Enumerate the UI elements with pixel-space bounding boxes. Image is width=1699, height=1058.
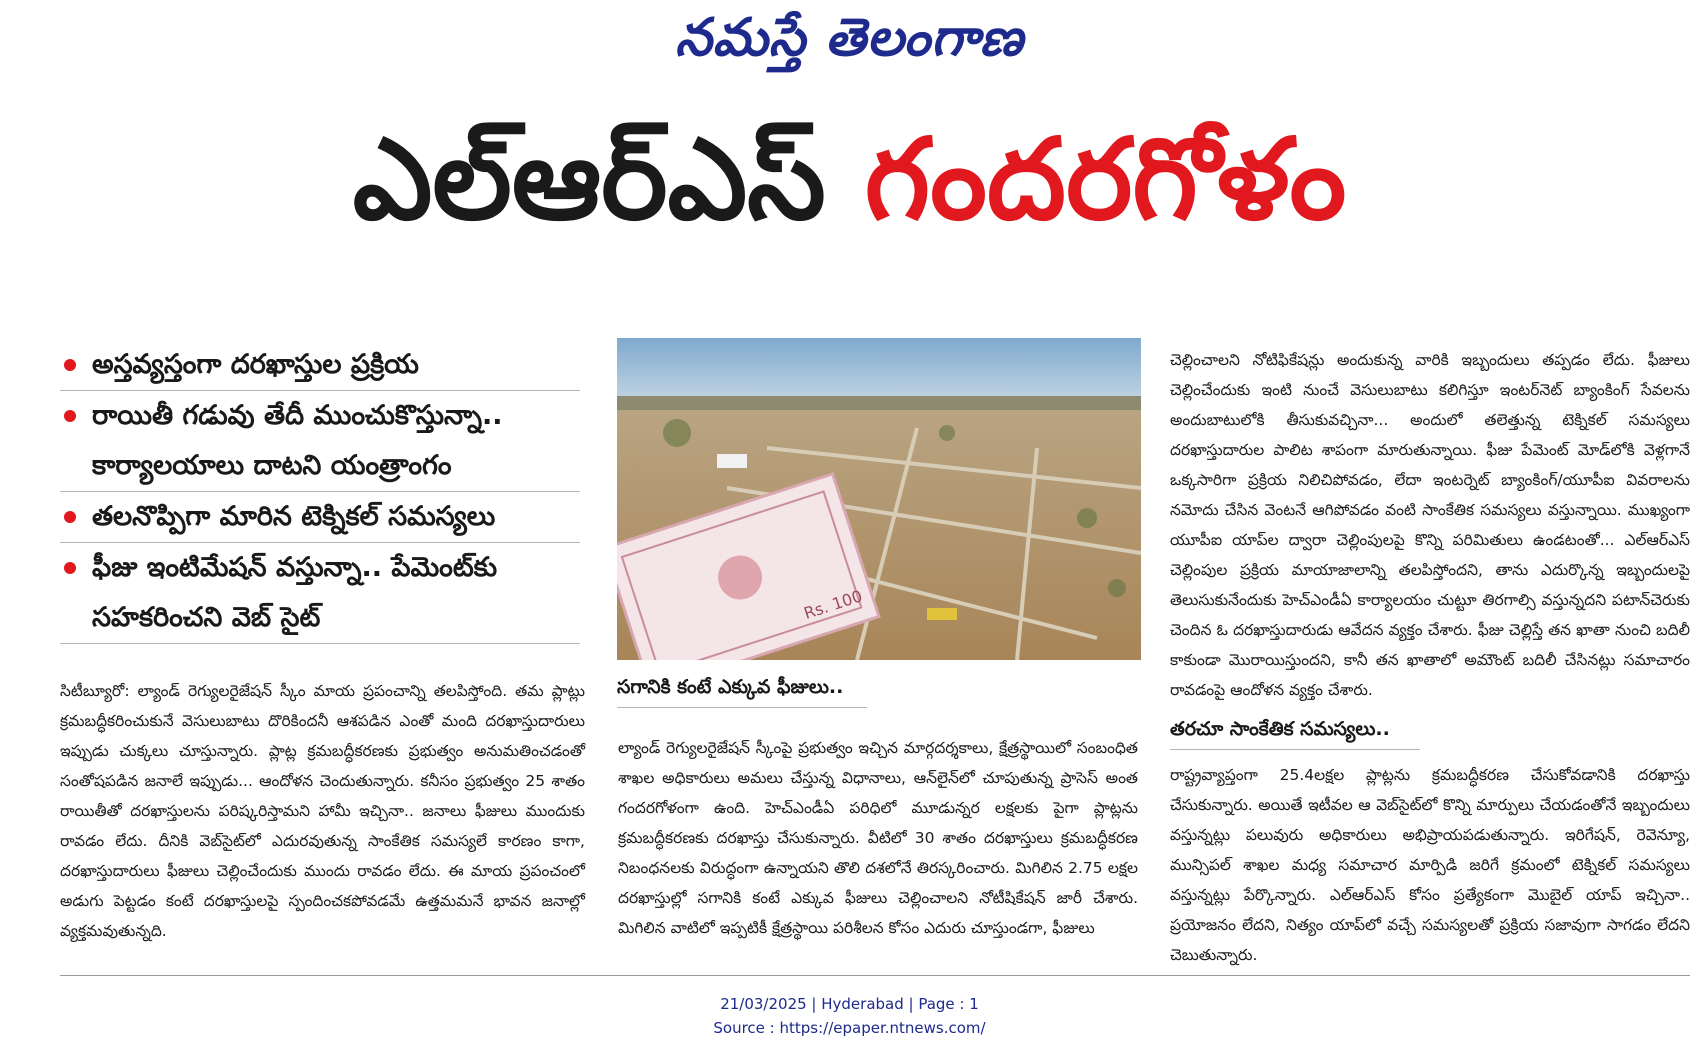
bullet-dot-icon xyxy=(64,562,76,574)
headline-part-red: గందరగోళం xyxy=(864,115,1347,245)
footer-date-line: 21/03/2025 | Hyderabad | Page : 1 xyxy=(720,995,979,1013)
headline xyxy=(0,110,1699,250)
footer-source-link[interactable]: Source : https://epaper.ntnews.com/ xyxy=(713,1019,986,1037)
bullet-dot-icon xyxy=(64,359,76,371)
bullet-dot-icon xyxy=(64,410,76,422)
stamp-text: Rs. 100 xyxy=(801,586,865,623)
article-column-left: సిటీబ్యూరో: ల్యాండ్ రెగ్యులరైజేషన్ స్కీం మాయ ప్రపంచాన్ని తలపిస్తోంది. తమ ప్లాట్లు క్రమబద్ధీకరించుకునే వెసులుబాటు దొరికిందనీ ఆశపడిన ఎంతో మంది దరఖాస్తుదారులు ఇప్పుడు చుక్కలు చూస్తున్నారు. ప్లాట్ల క్రమబద్ధీకరణకు ప్రభుత్వం అనుమతించడంతో సంతోషపడిన జనాలే ఇప్పుడు... ఆందోళన చెందుతున్నారు. కనీసం ప్రభుత్వం 25 శాతం రాయితీతో దరఖాస్తులను పరిష్కరిస్తామని హామీ ఇచ్చినా.. జనాలు ఫీజులు ముందుకు రావడం లేదు. దీనికి వెబ్‌సైట్‌లో ఎదురవుతున్న సాంకేతిక సమస్యలే కారణం కాగా, దరఖాస్తుదారులు ఫీజులు చెల్లించేందుకు ముందు రావడం లేదు. ఈ మాయ ప్రపంచంలో అడుగు పెట్టడం కంటే దరఖాస్తులపై స్పందించకపోవడమే ఉత్తమమనే భావన జనాల్లో వ్యక్తమవుతున్నది. xyxy=(60,682,585,940)
bullet-text: అస్తవ్యస్తంగా దరఖాస్తుల ప్రక్రియ xyxy=(92,349,419,380)
masthead-logo: నమస్తే తెలంగాణ xyxy=(675,8,1024,68)
bullet-item xyxy=(60,340,580,391)
article-column-middle: ల్యాండ్ రెగ్యులరైజేషన్ స్కీంపై ప్రభుత్వం ఇచ్చిన మార్గదర్శకాలు, క్షేత్రస్థాయిలో సంబంధిత శాఖల అధికారులు అమలు చేస్తున్న విధానాలు, ఆన్‌లైన్‌లో చూపుతున్న ప్రాసెస్ అంత గందరగోళంగా ఉంది. హెచ్ఎండీఏ పరిధిలో మూడున్నర లక్షలకు పైగా ప్లాట్లను క్రమబద్ధీకరణకు దరఖాస్తు చేసుకున్నారు. వీటిలో 30 శాతం దరఖాస్తులు క్రమబద్ధీకరణ నిబంధనలకు విరుద్ధంగా ఉన్నాయని తొలి దశలోనే తిరస్కరించారు. మిగిలిన 2.75 లక్షల దరఖాస్తుల్లో సగానికి కంటే ఎక్కువ ఫీజులు చెల్లించాలని నోటీషికేషన్ జారీ చేశారు. మిగిలిన వాటిలో ఇప్పటికీ క్షేత్రస్థాయి పరిశీలన కోసం ఎదురు చూస్తుండగా, ఫీజులు xyxy=(618,739,1138,937)
article-column-right: చెల్లించాలని నోటిఫికేషన్లు అందుకున్న వారికి ఇబ్బందులు తప్పడం లేదు. ఫీజులు చెల్లించేందుకు ఇంటి నుంచే వెసులుబాటు కలిగిస్తూ ఇంటర్‌నెట్ బ్యాంకింగ్ సేవలను అందుబాటులోకి తీసుకువచ్చినా... అందులో తలెత్తున్న టెక్నికల్ సమస్యలు దరఖాస్తుదారుల పాలిట శాపంగా మారుతున్నాయి. ఫీజు పేమెంట్ మోడ్‌లోకి వెళ్లగానే ఒక్కసారిగా ప్రక్రియ నిలిచిపోవడం, లేదా ఇంటర్నెట్ బ్యాంకింగ్/యూపీఐ వివరాలను నమోదు చేసిన వెంటనే ఆగిపోవడం వంటి సాంకేతిక సమస్యలు వస్తున్నాయి. ముఖ్యంగా యూపీఐ యాప్‌ల ద్వారా చెల్లింపులపై కొన్ని పరిమితులు ఉండటంతో... ఎల్‌ఆర్‌ఎస్ చెల్లింపుల ప్రక్రియ మాయాజాలాన్ని తలపిస్తోందని, తాను ఎదుర్కొన్న ఇబ్బందులపై తెలుసుకునేందుకు హెచ్ఎండీఏ కార్యాలయం చుట్టూ తిరగాల్సి వస్తున్నదని పటాన్‌చెరుకు చెందిన ఓ దరఖాస్తుదారుడు ఆవేదన వ్యక్తం చేశారు. ఫీజు చెల్లిస్తే తన ఖాతా నుంచి బదిలీ కాకుండా మొరాయిస్తుందని, కానీ తన ఖాతాలో అమౌంట్ బదిలీ చేసినట్లు సమాచారం రావడంపై ఆందోళన వ్యక్తం చేశారు. xyxy=(1170,351,1690,699)
bullet-item xyxy=(60,543,580,644)
article-column-right-2: రాష్ట్రవ్యాప్తంగా 25.4లక్షల ప్లాట్లను క్రమబద్ధీకరణ చేసుకోవడానికి దరఖాస్తు చేసుకున్నారు. అయితే ఇటీవల ఆ వెబ్‌సైట్‌లో కొన్ని మార్పులు చేయడంతోనే ఇబ్బందులు వస్తున్నట్లు పలువురు అధికారులు అభిప్రాయపడుతున్నారు. ఇరిగేషన్, రెవెన్యూ, మున్సిపల్ శాఖల మధ్య సమాచార మార్పిడి జరిగే క్రమంలో టెక్నికల్ సమస్యలు వస్తున్నట్లు పేర్కొన్నారు. ఎల్‌ఆర్‌ఎస్ కోసం ప్రత్యేకంగా మొబైల్ యాప్ ఇచ్చినా.. ప్రయోజనం లేదని, నిత్యం యాప్‌లో వచ్చే సమస్యలతో ప్రక్రియ సజావుగా సాగడం లేదని చెబుతున్నారు. xyxy=(1170,766,1690,964)
footer-divider xyxy=(60,975,1690,976)
bullet-text: తలనొప్పిగా మారిన టెక్నికల్ సమస్యలు xyxy=(92,501,496,532)
layout-plots-photo xyxy=(617,338,1141,660)
bullet-dot-icon xyxy=(64,511,76,523)
section-subhead: తరచూ సాంకేతిక సమస్యలు.. xyxy=(1170,718,1420,750)
photo-caption: సగానికి కంటే ఎక్కువ ఫీజులు.. xyxy=(617,676,867,708)
news-photo xyxy=(617,338,1141,660)
bullet-text: రాయితీ గడువు తేదీ ముంచుకొస్తున్నా.. కార్యాలయాలు దాటని యంత్రాంగం xyxy=(92,400,503,481)
bullet-text: ఫీజు ఇంటిమేషన్ వస్తున్నా.. పేమెంట్‌కు సహకరించని వెబ్ సైట్ xyxy=(92,552,498,633)
footer xyxy=(0,992,1699,1040)
bullet-item xyxy=(60,391,580,492)
headline-part-black: ఎల్‌ఆర్‌ఎస్‌ xyxy=(352,115,826,245)
bullet-item xyxy=(60,492,580,543)
highlight-bullets xyxy=(60,340,580,644)
